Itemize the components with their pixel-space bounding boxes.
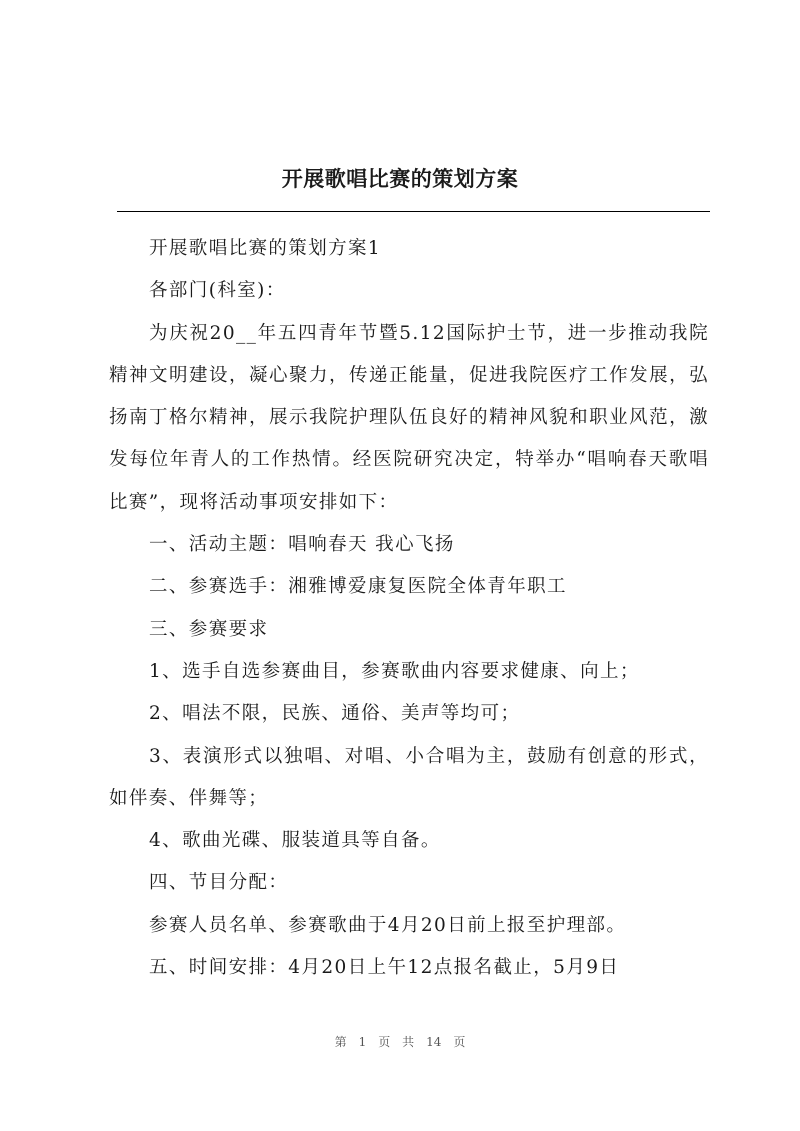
paragraph-program-heading: 四、节目分配： <box>149 872 289 894</box>
page-footer <box>0 1033 800 1050</box>
paragraph-program-detail: 参赛人员名单、参赛歌曲于4月20日前上报至护理部。 <box>149 914 627 936</box>
title-divider <box>117 211 710 212</box>
footer-total-pages: 14 <box>426 1035 442 1049</box>
paragraph-participants: 二、参赛选手：湘雅博爱康复医院全体青年职工 <box>149 576 567 598</box>
paragraph-intro: 为庆祝20__年五四青年节暨5.12国际护士节，进一步推动我院精神文明建设，凝心聚力，传递正能量，促进我院医疗工作发展，弘扬南丁格尔精神，展示我院护理队伍良好的精神风貌和职业风范，激发每位年青人的工作热情。经医院研究决定，特举办“唱响春天歌唱比赛”，现将活动事项安排如下： <box>109 322 709 513</box>
document-body <box>109 228 709 989</box>
footer-prefix: 第 <box>334 1035 347 1049</box>
footer-middle: 页 共 <box>378 1035 415 1049</box>
paragraph-theme: 一、活动主题：唱响春天 我心飞扬 <box>149 534 455 556</box>
footer-suffix: 页 <box>453 1035 466 1049</box>
footer-page-number: 1 <box>358 1035 367 1049</box>
paragraph-schedule: 五、时间安排：4月20日上午12点报名截止，5月9日 <box>149 957 620 979</box>
paragraph-requirement-3: 3、表演形式以独唱、对唱、小合唱为主，鼓励有创意的形式，如伴奏、伴舞等； <box>109 745 709 809</box>
paragraph-requirement-4: 4、歌曲光碟、服装道具等自备。 <box>149 830 441 852</box>
paragraph-heading: 开展歌唱比赛的策划方案1 <box>149 238 382 259</box>
paragraph-salutation: 各部门(科室)： <box>149 280 286 302</box>
paragraph-requirement-2: 2、唱法不限，民族、通俗、美声等均可； <box>149 703 521 725</box>
document-title: 开展歌唱比赛的策划方案 <box>281 166 519 191</box>
paragraph-requirements-heading: 三、参赛要求 <box>149 618 269 640</box>
paragraph-requirement-1: 1、选手自选参赛曲目，参赛歌曲内容要求健康、向上； <box>149 660 640 682</box>
